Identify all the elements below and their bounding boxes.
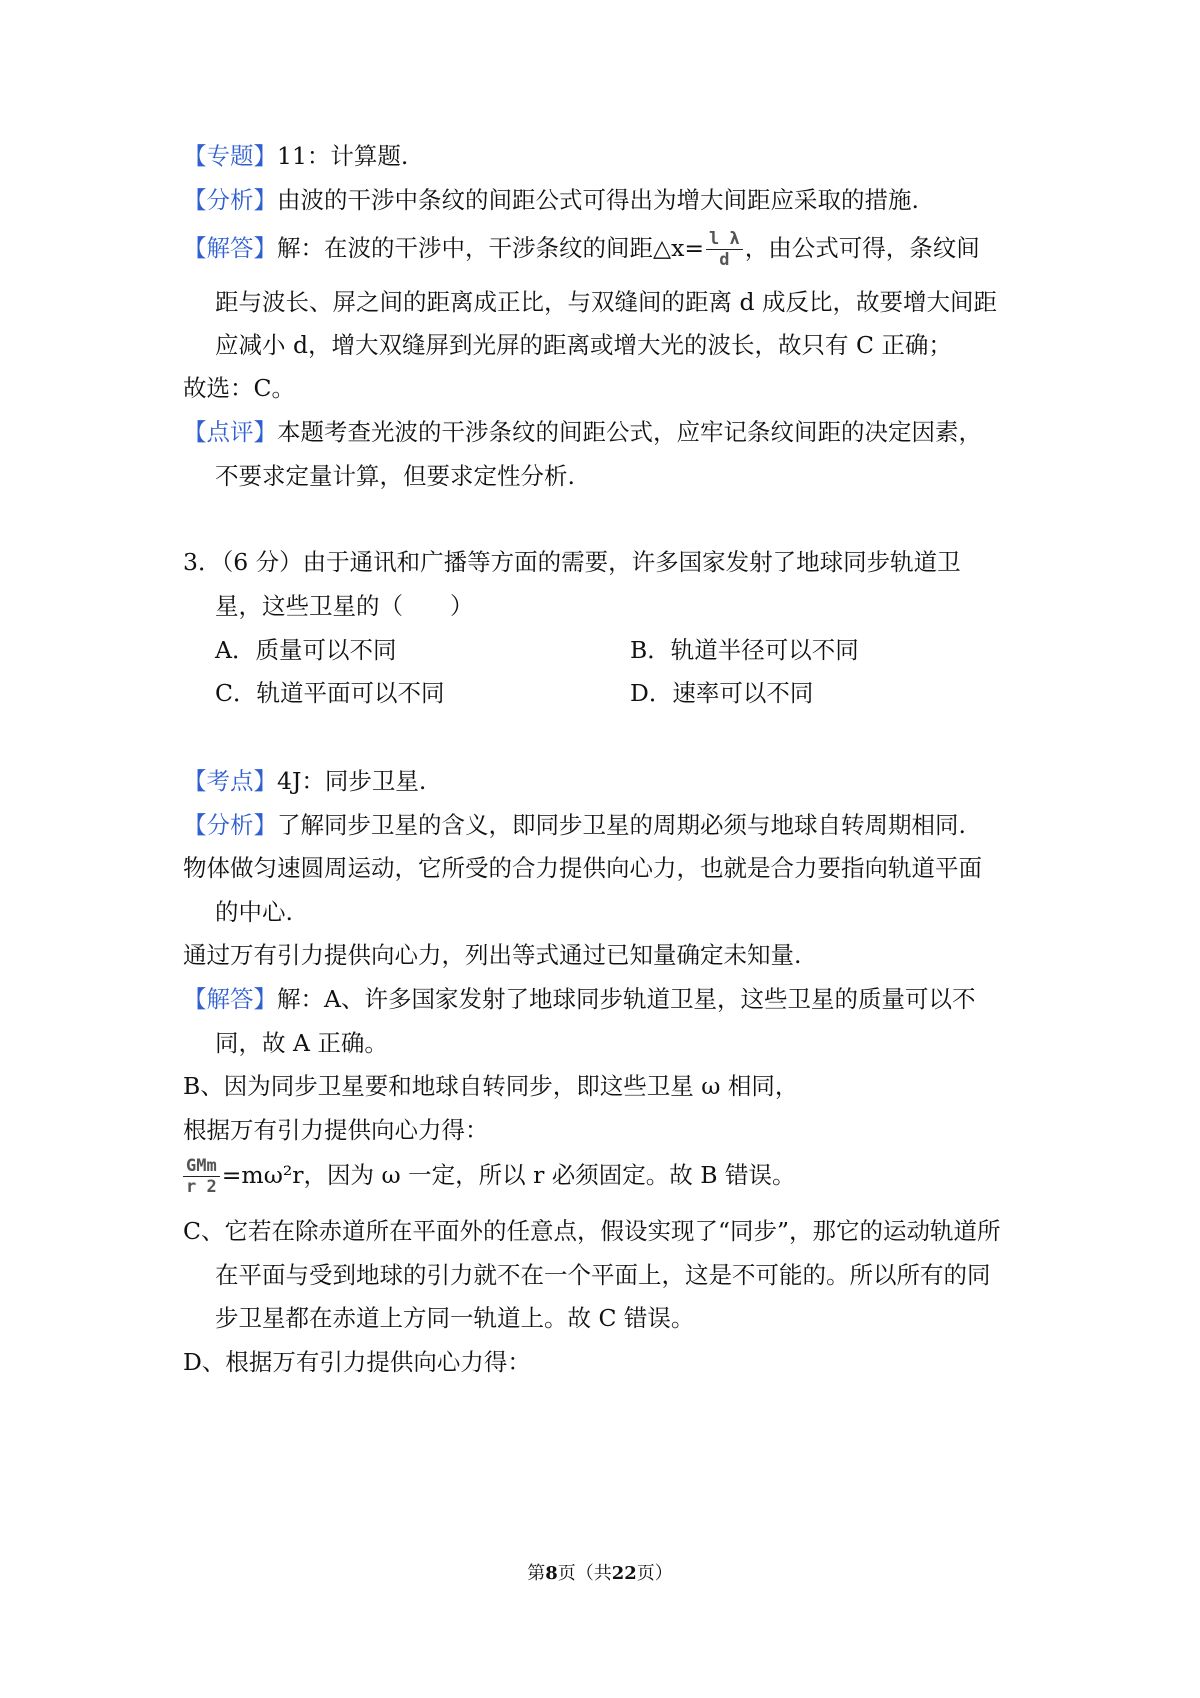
gravity-formula bbox=[183, 1156, 220, 1197]
footer-mid: 页（共 bbox=[557, 1563, 612, 1584]
comment-line-2: 不要求定量计算，但要求定性分析. bbox=[215, 462, 575, 490]
q3-analysis-line-2: 物体做匀速圆周运动，它所受的合力提供向心力，也就是合力要指向轨道平面 bbox=[183, 854, 982, 882]
topic-tag: 【专题】 bbox=[183, 142, 277, 170]
option-c: C．轨道平面可以不同 bbox=[215, 679, 445, 707]
question-3-stem-1: 3．（6 分）由于通讯和广播等方面的需要，许多国家发射了地球同步轨道卫 bbox=[183, 548, 961, 576]
question-3-stem-2: 星，这些卫星的（ ） bbox=[215, 592, 474, 620]
solution-post: ，由公式可得，条纹间 bbox=[744, 234, 980, 262]
solution-line bbox=[183, 229, 980, 270]
fringe-spacing-formula bbox=[706, 229, 743, 270]
q3-analysis-line-3: 的中心. bbox=[215, 898, 293, 926]
option-d: D．速率可以不同 bbox=[630, 679, 814, 707]
b-formula-rest: =mω²r，因为 ω 一定，所以 r 必须固定。故 B 错误。 bbox=[221, 1161, 796, 1189]
q3-solution-line bbox=[183, 984, 975, 1014]
analysis-tag: 【分析】 bbox=[183, 186, 277, 214]
solution-line-2: 距与波长、屏之间的距离成正比，与双缝间的距离 d 成反比，故要增大间距 bbox=[215, 288, 997, 316]
option-b: B．轨道半径可以不同 bbox=[630, 636, 859, 664]
comment-line-1: 本题考查光波的干涉条纹的间距公式，应牢记条纹间距的决定因素， bbox=[277, 418, 982, 446]
topic-text: 11：计算题. bbox=[277, 142, 409, 170]
solution-tag: 【解答】 bbox=[183, 234, 277, 262]
q3-analysis-tag: 【分析】 bbox=[183, 811, 277, 839]
b-line-2: 根据万有引力提供向心力得： bbox=[183, 1116, 489, 1144]
page-footer bbox=[0, 1562, 1200, 1586]
q3-solution-tag: 【解答】 bbox=[183, 985, 277, 1013]
q3-analysis-line-1: 了解同步卫星的含义，即同步卫星的周期必须与地球自转周期相同. bbox=[277, 811, 966, 839]
analysis-line bbox=[183, 185, 919, 215]
comment-line bbox=[183, 417, 982, 447]
q3-analysis-line-4: 通过万有引力提供向心力，列出等式通过已知量确定未知量. bbox=[183, 941, 802, 969]
formula-denominator: d bbox=[719, 250, 730, 270]
q3-solution-line-2: 同，故 A 正确。 bbox=[215, 1029, 388, 1057]
b-formula-line bbox=[183, 1156, 796, 1197]
comment-tag: 【点评】 bbox=[183, 418, 277, 446]
b-line-1: B、因为同步卫星要和地球自转同步，即这些卫星 ω 相同， bbox=[183, 1072, 799, 1100]
q3-solution-line-1: 解：A、许多国家发射了地球同步轨道卫星，这些卫星的质量可以不 bbox=[277, 985, 976, 1013]
c-line-2: 在平面与受到地球的引力就不在一个平面上，这是不可能的。所以所有的同 bbox=[215, 1261, 991, 1289]
q3-analysis-line bbox=[183, 810, 966, 840]
analysis-text: 由波的干涉中条纹的间距公式可得出为增大间距应采取的措施. bbox=[277, 186, 919, 214]
solution-line-3: 应减小 d，增大双缝屏到光屏的距离或增大光的波长，故只有 C 正确； bbox=[215, 331, 952, 359]
point-line bbox=[183, 766, 426, 796]
formula-numerator: l λ bbox=[706, 229, 743, 250]
choice-line: 故选：C。 bbox=[183, 374, 295, 402]
c-line-3: 步卫星都在赤道上方同一轨道上。故 C 错误。 bbox=[215, 1304, 695, 1332]
c-line-1: C、它若在除赤道所在平面外的任意点，假设实现了“同步”，那它的运动轨道所 bbox=[183, 1217, 1001, 1245]
point-tag: 【考点】 bbox=[183, 767, 277, 795]
gravity-numerator: GMm bbox=[183, 1156, 220, 1177]
gravity-denominator: r 2 bbox=[186, 1177, 217, 1197]
option-a: A．质量可以不同 bbox=[215, 636, 397, 664]
footer-page-number: 8 bbox=[545, 1563, 558, 1584]
topic-line bbox=[183, 141, 408, 171]
solution-pre: 解：在波的干涉中，干涉条纹的间距△x= bbox=[277, 234, 705, 262]
footer-total-pages: 22 bbox=[611, 1563, 637, 1584]
d-line-1: D、根据万有引力提供向心力得： bbox=[183, 1348, 531, 1376]
point-text: 4J：同步卫星. bbox=[277, 767, 427, 795]
footer-pre: 第 bbox=[527, 1563, 546, 1584]
footer-post: 页） bbox=[636, 1563, 673, 1584]
